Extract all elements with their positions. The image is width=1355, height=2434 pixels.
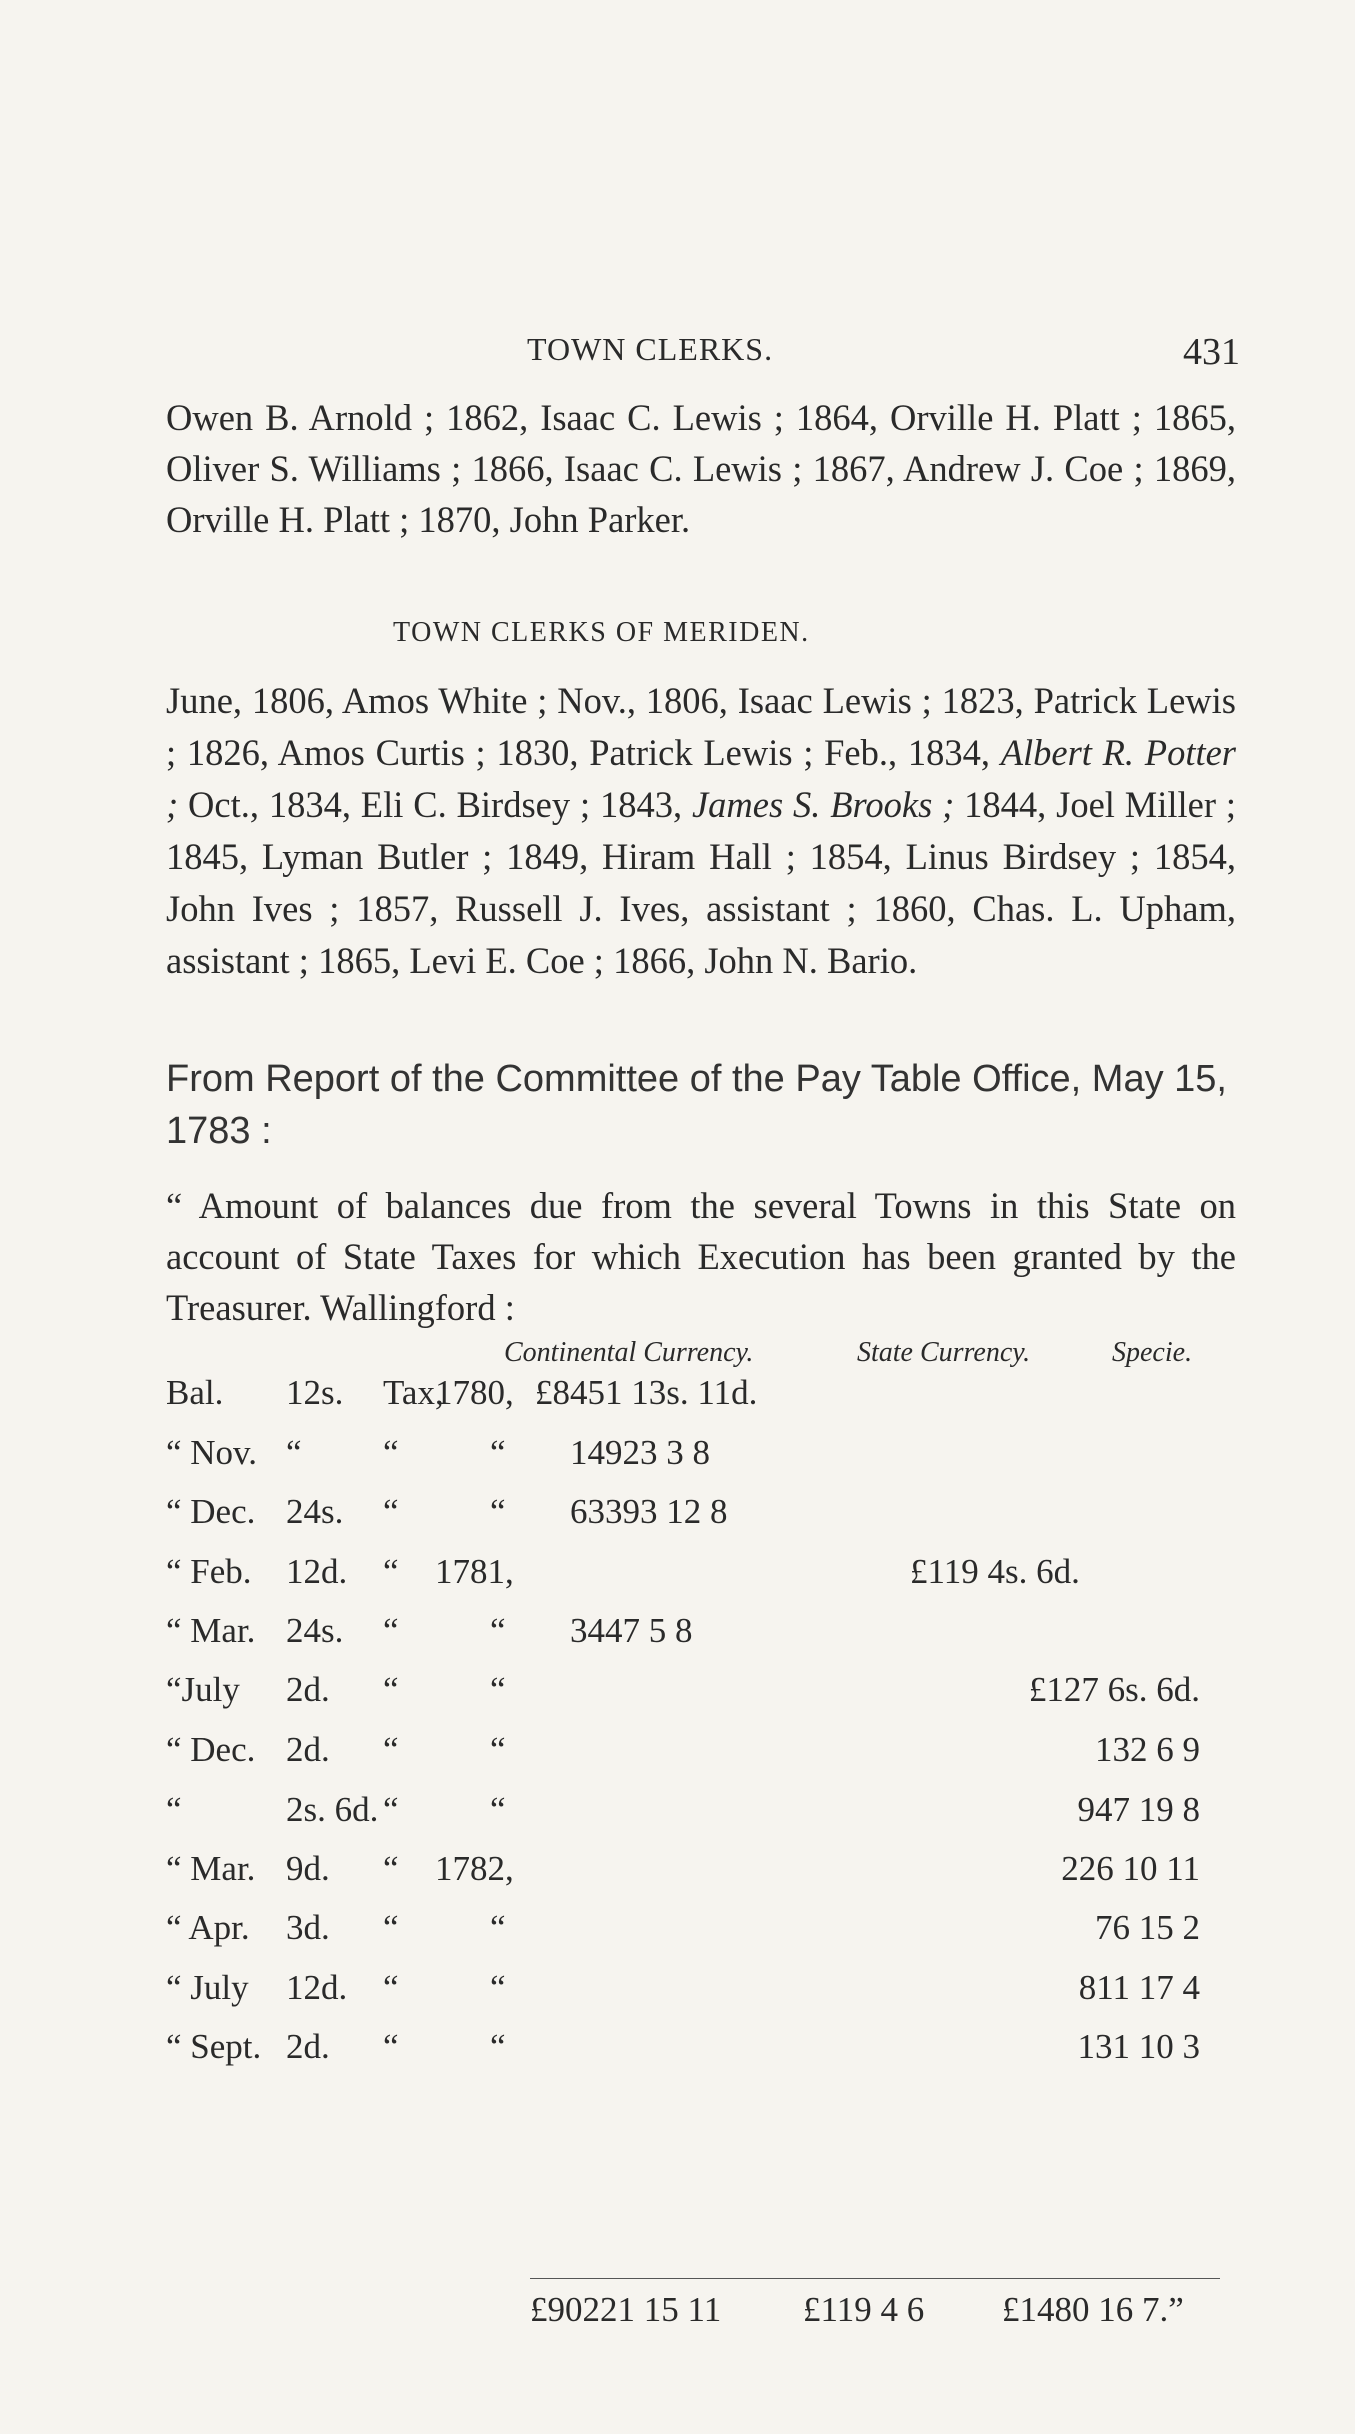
- cell-year: “: [490, 1968, 506, 2007]
- cell-year: “: [490, 1670, 506, 1709]
- cell-label: “ Dec.: [166, 1730, 256, 1769]
- column-header-state: State Currency.: [857, 1337, 1031, 1368]
- cell-tax: “: [383, 1730, 399, 1769]
- cell-year: “: [490, 1611, 506, 1650]
- cell-tax: “: [383, 2027, 399, 2066]
- cell-label: “ Mar.: [166, 1611, 256, 1650]
- cell-tax: “: [383, 1670, 399, 1709]
- cell-label: Bal.: [166, 1373, 224, 1412]
- cell-specie: 76 15 2: [1095, 1908, 1200, 1947]
- cell-amount: 12d.: [286, 1552, 348, 1591]
- meriden-clerks-paragraph: [166, 675, 1236, 987]
- cell-continental: 63393 12 8: [570, 1492, 728, 1531]
- cell-year: “: [490, 1433, 506, 1472]
- cell-continental: £8451 13s. 11d.: [535, 1373, 758, 1412]
- cell-specie: £127 6s. 6d.: [1028, 1670, 1200, 1709]
- cell-amount: 9d.: [286, 1849, 330, 1888]
- total-specie: £1480 16 7.”: [1002, 2290, 1184, 2329]
- cell-tax: “: [383, 1492, 399, 1531]
- cell-specie: 811 17 4: [1078, 1968, 1200, 2007]
- cell-specie: 132 6 9: [1095, 1730, 1200, 1769]
- page-number: 431: [1183, 331, 1240, 373]
- cell-tax: “: [383, 1552, 399, 1591]
- cell-continental: 14923 3 8: [570, 1433, 710, 1472]
- column-header-specie: Specie.: [1112, 1337, 1193, 1368]
- cell-year: 1781,: [435, 1552, 514, 1591]
- cell-label: “July: [166, 1670, 240, 1709]
- cell-label: “ Mar.: [166, 1849, 256, 1888]
- cell-label: “ Apr.: [166, 1908, 250, 1947]
- cell-label: “ July: [166, 1968, 249, 2007]
- cell-tax: “: [383, 1611, 399, 1650]
- meriden-heading: TOWN CLERKS OF MERIDEN.: [393, 617, 810, 648]
- cell-amount: 12s.: [286, 1373, 344, 1412]
- cell-label: “: [166, 1790, 182, 1829]
- cell-amount: 2s. 6d.: [286, 1790, 379, 1829]
- cell-specie: 947 19 8: [1077, 1790, 1200, 1829]
- cell-tax: “: [383, 1849, 399, 1888]
- cell-year: 1782,: [435, 1849, 514, 1888]
- cell-label: “ Dec.: [166, 1492, 256, 1531]
- wallingford-clerks-paragraph: [166, 392, 1236, 545]
- cell-year: 1780,: [435, 1373, 514, 1412]
- cell-tax: Tax,: [383, 1373, 444, 1412]
- cell-tax: “: [383, 1908, 399, 1947]
- cell-continental: 3447 5 8: [570, 1611, 693, 1650]
- cell-year: “: [490, 2027, 506, 2066]
- cell-amount: 3d.: [286, 1908, 330, 1947]
- cell-label: “ Nov.: [166, 1433, 258, 1472]
- wallingford-clerks-text: Owen B. Arnold ; 1862, Isaac C. Lewis ; 1864, Orville H. Platt ; 1865, Oliver S. Williams ; 1866, Isaac C. Lewis ; 1867, Andrew J. Coe ; 1869, Orville H. Platt ; 1870, John Parker.: [166, 397, 1236, 540]
- column-header-continental: Continental Currency.: [504, 1337, 754, 1368]
- report-quote: “ Amount of balances due from the several Towns in this State on account of State Taxes for which Execution has been granted by the Treasurer. Wallingford :: [166, 1185, 1236, 1328]
- cell-amount: 24s.: [286, 1492, 344, 1531]
- cell-year: “: [490, 1492, 506, 1531]
- report-heading: From Report of the Committee of the Pay Table Office, May 15, 1783 :: [166, 1058, 1227, 1152]
- cell-label: “ Feb.: [166, 1552, 252, 1591]
- cell-tax: “: [383, 1790, 399, 1829]
- total-continental: £90221 15 11: [530, 2290, 722, 2329]
- cell-amount: 2d.: [286, 2027, 330, 2066]
- meriden-italic-1: Albert R. Potter ;: [166, 732, 1237, 825]
- cell-amount: “: [286, 1433, 302, 1472]
- cell-year: “: [490, 1908, 506, 1947]
- cell-year: “: [490, 1790, 506, 1829]
- cell-amount: 12d.: [286, 1968, 348, 2007]
- cell-specie: 226 10 11: [1061, 1849, 1200, 1888]
- cell-amount: 2d.: [286, 1730, 330, 1769]
- cell-amount: 24s.: [286, 1611, 344, 1650]
- cell-label: “ Sept.: [166, 2027, 262, 2066]
- meriden-text-1: June, 1806, Amos White ; Nov., 1806, Isaac Lewis ; 1823, Patrick Lewis ; 1826, Amos Curtis ; 1830, Patrick Lewis ; Feb., 1834,: [166, 680, 1236, 773]
- cell-tax: “: [383, 1433, 399, 1472]
- meriden-text-2: Oct., 1834, Eli C. Birdsey ; 1843,: [178, 784, 683, 825]
- meriden-text-3: 1844, Joel Miller ; 1845, Lyman Butler ; 1849, Hiram Hall ; 1854, Linus Birdsey ; 1854, John Ives ; 1857, Russell J. Ives, assistant ; 1860, Chas. L. Upham, assistant ; 1865, Levi E. Coe ; 1866, John N. Bario.: [166, 784, 1237, 981]
- total-rule: [530, 2278, 1220, 2279]
- cell-specie: 131 10 3: [1077, 2027, 1200, 2066]
- cell-tax: “: [383, 1968, 399, 2007]
- cell-state: £119 4s. 6d.: [910, 1552, 1080, 1591]
- meriden-italic-2: James S. Brooks ;: [691, 784, 955, 825]
- cell-amount: 2d.: [286, 1670, 330, 1709]
- running-head: TOWN CLERKS.: [527, 331, 774, 367]
- cell-year: “: [490, 1730, 506, 1769]
- total-state: £119 4 6: [803, 2290, 925, 2329]
